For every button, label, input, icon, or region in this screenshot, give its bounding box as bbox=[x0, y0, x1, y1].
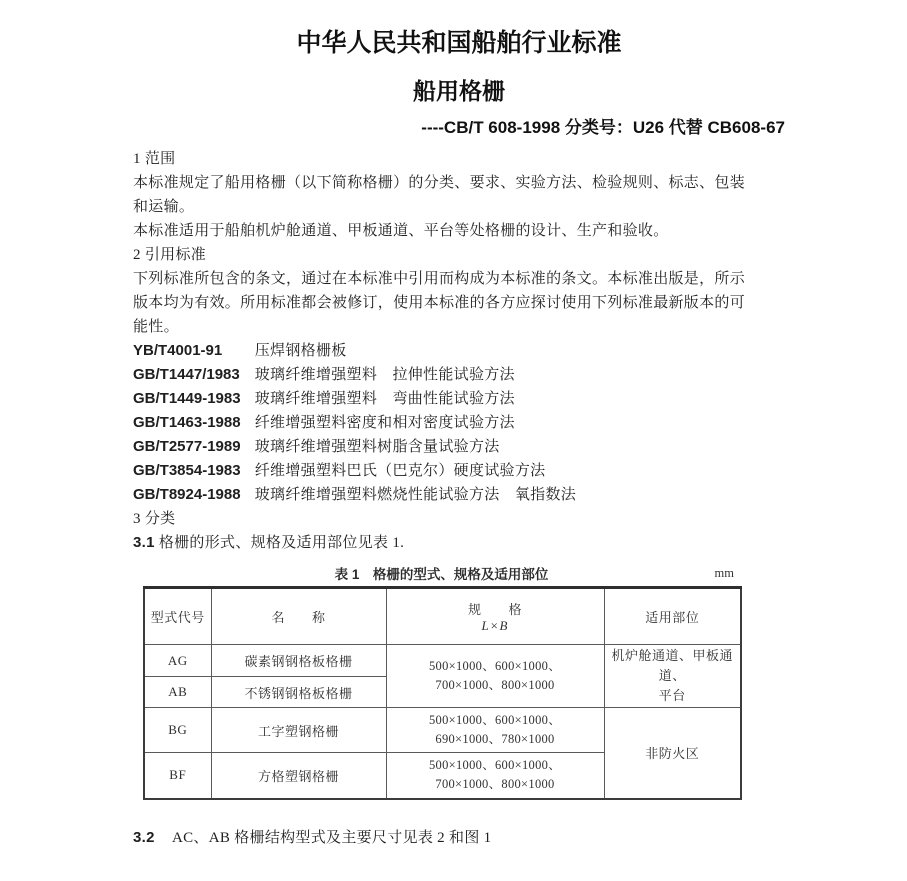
reference-item bbox=[133, 483, 785, 507]
document-body bbox=[133, 147, 785, 555]
cell-name-ab: 不锈钢钢格板格栅 bbox=[211, 677, 386, 708]
reference-code: GB/T8924-1988 bbox=[133, 486, 241, 503]
section-text: 格栅的形式、规格及适用部位见表 1. bbox=[158, 535, 405, 551]
section-heading-scope: 1 范围 bbox=[133, 151, 176, 167]
reference-code: GB/T1447/1983 bbox=[133, 366, 240, 383]
area-line: 平台 bbox=[658, 688, 686, 703]
reference-desc: 玻璃纤维增强塑料树脂含量试验方法 bbox=[254, 439, 500, 455]
standard-designation: ----CB/T 608-1998 分类号：U26 代替 CB608-67 bbox=[421, 118, 785, 137]
reference-desc: 玻璃纤维增强塑料 拉伸性能试验方法 bbox=[254, 367, 515, 383]
spec-line: 500×1000、600×1000、 bbox=[429, 758, 561, 773]
col-header-spec-sub: L×B bbox=[481, 618, 509, 633]
document-subtitle: 船用格栅 bbox=[413, 78, 505, 104]
reference-item bbox=[133, 363, 785, 387]
section-number: 3.2 bbox=[133, 828, 155, 846]
table-caption-row bbox=[143, 563, 740, 583]
cell-spec-ag-ab bbox=[386, 645, 604, 708]
cell-code-ag: AG bbox=[144, 645, 211, 677]
spec-line: 700×1000、800×1000 bbox=[435, 678, 555, 692]
col-header-spec-title: 规 格 bbox=[467, 602, 522, 617]
spec-line: 700×1000、800×1000 bbox=[435, 777, 555, 792]
reference-desc: 玻璃纤维增强塑料燃烧性能试验方法 氧指数法 bbox=[254, 487, 577, 503]
section-heading-references: 2 引用标准 bbox=[133, 247, 207, 263]
cell-area-ag-ab bbox=[604, 645, 741, 708]
document-title: 中华人民共和国船舶行业标准 bbox=[296, 29, 622, 57]
cell-name-bf: 方格塑钢格栅 bbox=[211, 753, 386, 799]
cell-code-bg: BG bbox=[144, 708, 211, 753]
cell-code-bf: BF bbox=[144, 753, 211, 799]
reference-item bbox=[133, 435, 785, 459]
cell-spec-bg bbox=[386, 708, 604, 753]
reference-item bbox=[133, 459, 785, 483]
paragraph-line: 本标准规定了船用格栅（以下简称格栅）的分类、要求、实验方法、检验规则、标志、包装 bbox=[133, 175, 746, 191]
spec-line: 500×1000、600×1000、 bbox=[429, 659, 561, 673]
col-header-name: 名 称 bbox=[211, 588, 386, 645]
col-header-type-code: 型式代号 bbox=[144, 588, 211, 645]
table-row-bg bbox=[144, 708, 741, 753]
paragraph-line: 和运输。 bbox=[133, 199, 195, 215]
reference-code: GB/T1449-1983 bbox=[133, 390, 241, 407]
cell-area-bg-bf: 非防火区 bbox=[604, 708, 741, 799]
area-line: 机炉舱通道、甲板通道、 bbox=[611, 648, 733, 683]
cell-spec-bf bbox=[386, 753, 604, 799]
table-row-ag bbox=[144, 645, 741, 677]
cell-code-ab: AB bbox=[144, 677, 211, 708]
table-1-block bbox=[143, 563, 740, 800]
reference-code: GB/T1463-1988 bbox=[133, 414, 241, 431]
section-text: AC、AB 格栅结构型式及主要尺寸见表 2 和图 1 bbox=[172, 829, 492, 846]
reference-desc: 压焊钢格栅板 bbox=[254, 343, 347, 359]
spec-line: 690×1000、780×1000 bbox=[435, 732, 555, 746]
cell-name-ag: 碳素钢钢格板格栅 bbox=[211, 645, 386, 677]
paragraph-line: 本标准适用于船舶机炉舱通道、甲板通道、平台等处格栅的设计、生产和验收。 bbox=[133, 223, 669, 239]
col-header-spec bbox=[386, 588, 604, 645]
section-3-1-line bbox=[133, 531, 785, 555]
document-page bbox=[0, 26, 907, 881]
reference-desc: 玻璃纤维增强塑料 弯曲性能试验方法 bbox=[254, 391, 515, 407]
reference-code: YB/T4001-91 bbox=[133, 342, 223, 359]
section-heading-classification: 3 分类 bbox=[133, 511, 176, 527]
paragraph-line: 下列标准所包含的条文，通过在本标准中引用而构成为本标准的条文。本标准出版是，所示 bbox=[133, 271, 746, 287]
reference-item bbox=[133, 339, 785, 363]
cell-name-bg: 工字塑钢格栅 bbox=[211, 708, 386, 753]
table-1 bbox=[143, 586, 742, 800]
reference-item bbox=[133, 411, 785, 435]
spec-line: 500×1000、600×1000、 bbox=[429, 713, 561, 727]
reference-desc: 纤维增强塑料巴氏（巴克尔）硬度试验方法 bbox=[254, 463, 546, 479]
reference-desc: 纤维增强塑料密度和相对密度试验方法 bbox=[254, 415, 515, 431]
paragraph-line: 版本均为有效。所用标准都会被修订，使用本标准的各方应探讨使用下列标准最新版本的可 bbox=[133, 295, 746, 311]
table-unit-label: mm bbox=[714, 566, 734, 580]
reference-code: GB/T2577-1989 bbox=[133, 438, 241, 455]
section-3-2-line bbox=[133, 826, 785, 850]
reference-code: GB/T3854-1983 bbox=[133, 462, 241, 479]
paragraph-line: 能性。 bbox=[133, 319, 179, 335]
table-caption: 表 1 格栅的型式、规格及适用部位 bbox=[334, 567, 549, 582]
col-header-area: 适用部位 bbox=[604, 588, 741, 645]
section-number: 3.1 bbox=[133, 534, 155, 551]
reference-item bbox=[133, 387, 785, 411]
